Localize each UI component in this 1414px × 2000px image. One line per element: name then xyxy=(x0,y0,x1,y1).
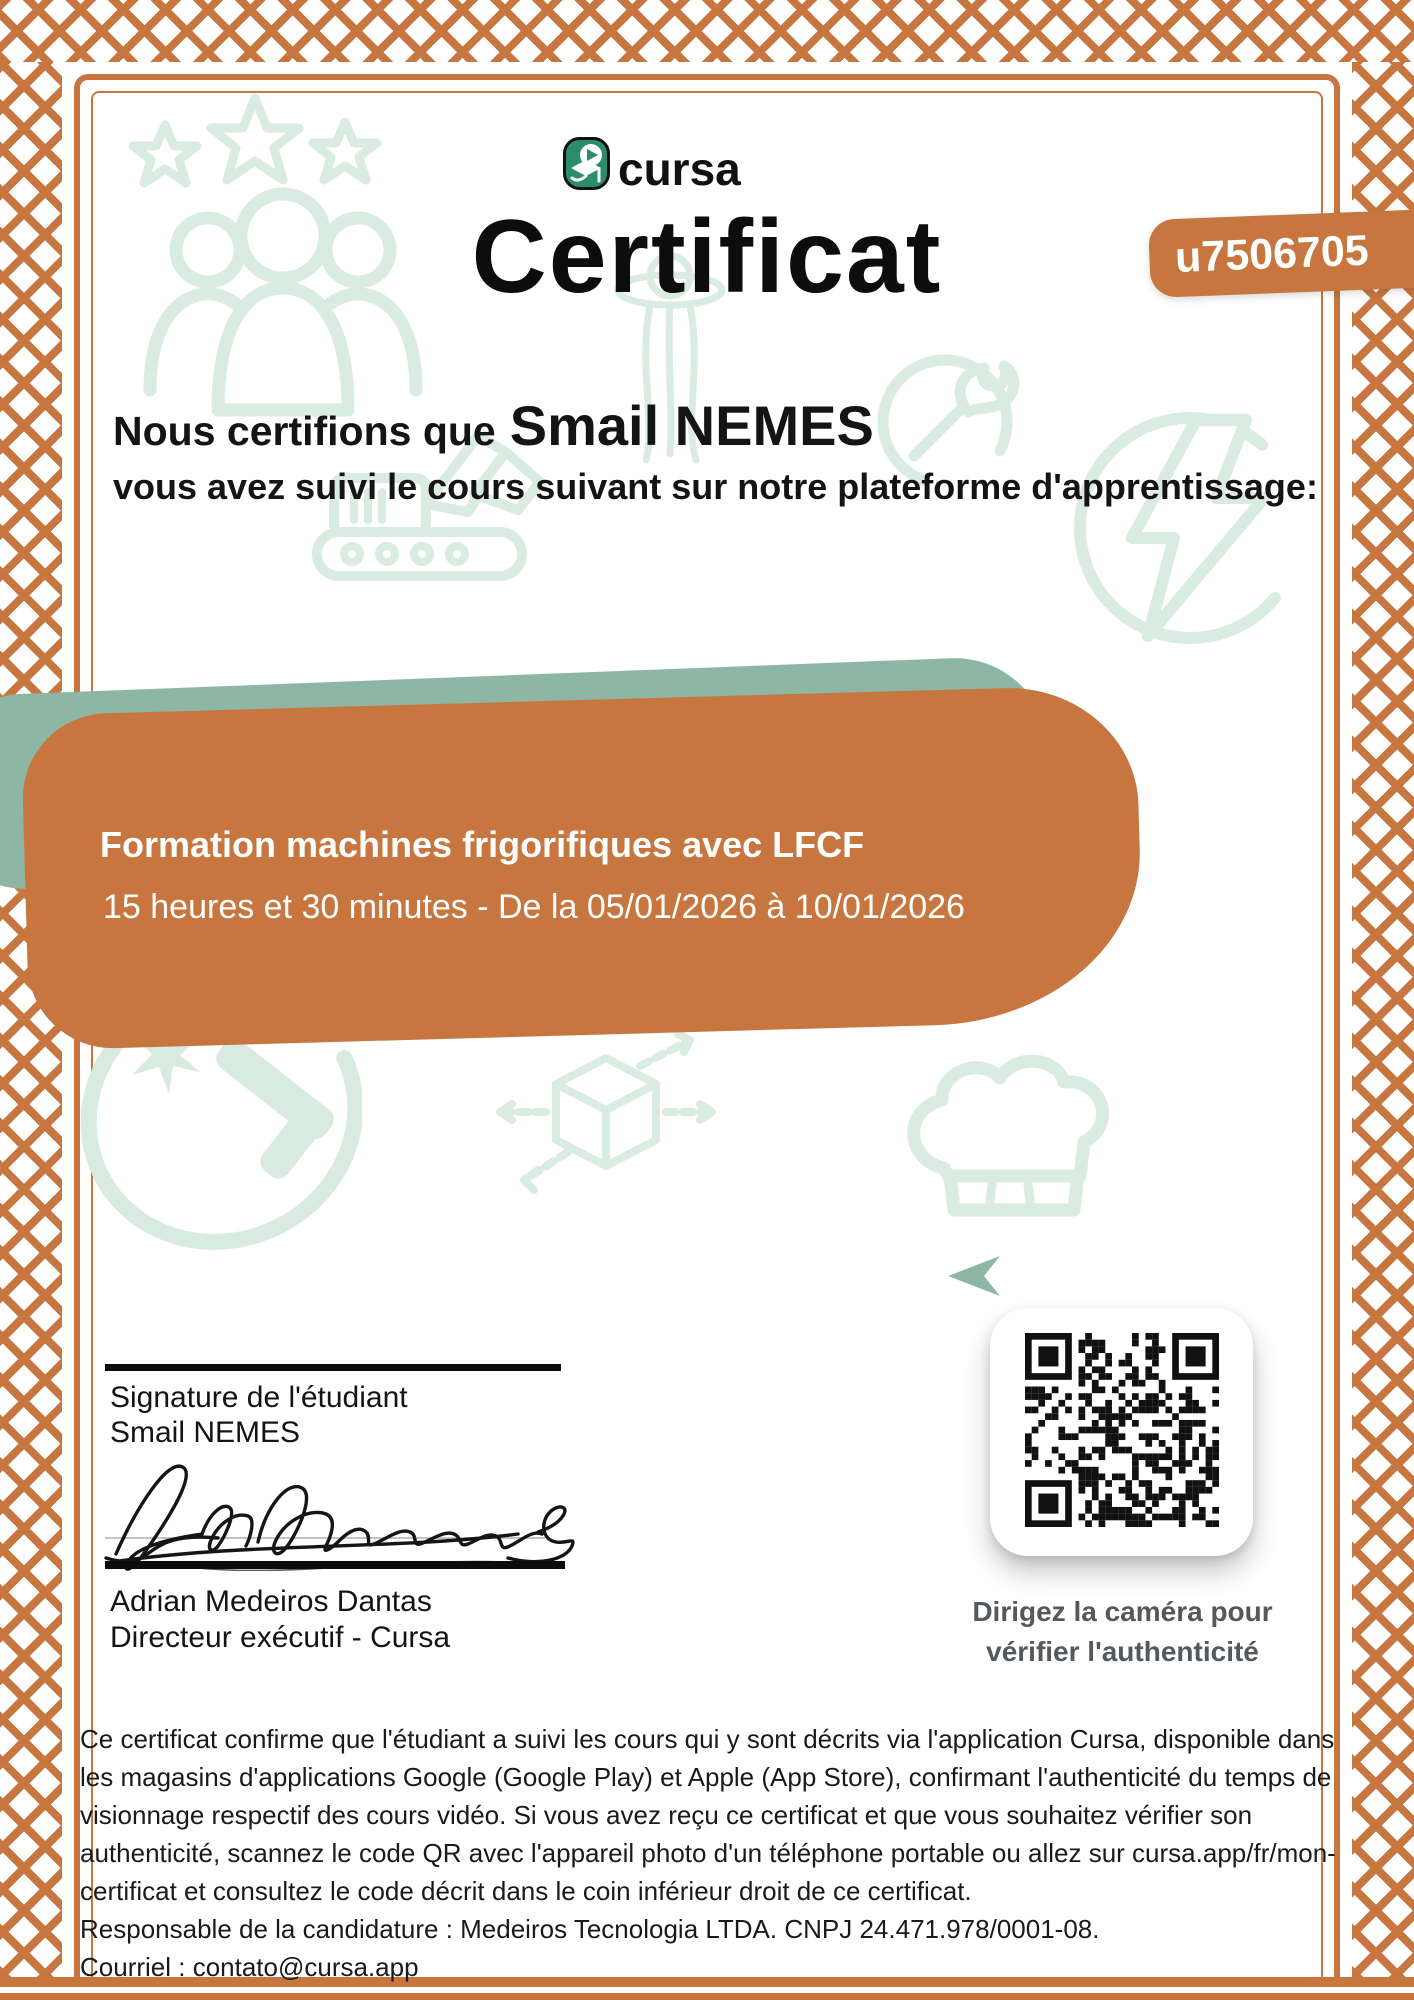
course-title: Formation machines frigorifiques avec LFCF xyxy=(100,824,865,865)
signature-label: Signature de l'étudiant xyxy=(110,1381,408,1414)
border-bottom-bar-2 xyxy=(0,1993,1414,2000)
qr-code xyxy=(1025,1333,1219,1532)
footer-paragraph: Ce certificat confirme que l'étudiant a suivi les cours qui y sont décrits via l'application Cursa, disponible dans les magasins d'applications Google (Google Play) et Apple (App Store), confirmant l'authenticité du temps de visionnage respectif des cours vidéo. Si vous avez reçu ce certificat et que vous souhaitez vérifier son authenticité, scannez le code QR avec l'appareil photo d'un téléphone portable ou allez sur cursa.app/fr/mon-certificat et consultez le code décrit dans le coin inférieur droit de ce certificat. xyxy=(80,1724,1336,1906)
intro-line-1 xyxy=(113,394,874,457)
intro-line-2: vous avez suivi le cours suivant sur notre plateforme d'apprentissage: xyxy=(113,466,1318,507)
cursa-logo xyxy=(563,136,741,196)
signature-student-name: Smail NEMES xyxy=(110,1416,301,1449)
qr-caption-line-2: vérifier l'authenticité xyxy=(986,1636,1259,1667)
box-arrows-icon xyxy=(488,1012,723,1222)
director-title: Directeur exécutif - Cursa xyxy=(110,1621,451,1654)
teal-arrow-icon xyxy=(948,1256,1000,1296)
border-pattern-right xyxy=(1352,62,1414,1977)
graduation-cap-play-icon xyxy=(563,137,610,195)
qr-card xyxy=(990,1308,1253,1556)
lightning-circle-icon xyxy=(1068,378,1313,673)
certificate-code-badge: u7506705 xyxy=(1148,208,1414,297)
chef-hat-icon xyxy=(888,1048,1143,1238)
course-schedule: 15 heures et 30 minutes - De la 05/01/2026 à 10/01/2026 xyxy=(103,888,965,926)
director-name: Adrian Medeiros Dantas xyxy=(110,1585,432,1618)
director-signature-script xyxy=(98,1446,578,1576)
border-pattern-top xyxy=(0,0,1414,62)
qr-caption xyxy=(960,1592,1285,1672)
signature-divider-bottom xyxy=(105,1561,565,1569)
footer-responsible: Responsable de la candidature : Medeiros Tecnologia LTDA. CNPJ 24.471.978/0001-08. xyxy=(80,1914,1100,1944)
footer-email: Courriel : contato@cursa.app xyxy=(80,1952,419,1982)
intro-prefix: Nous certifions que xyxy=(113,408,496,454)
signature-divider-top xyxy=(105,1364,561,1371)
certificate-title: Certificat xyxy=(471,199,943,315)
cursa-wordmark: cursa xyxy=(618,143,741,195)
student-name: Smail NEMES xyxy=(509,394,874,457)
footer-disclaimer xyxy=(80,1720,1342,1986)
qr-caption-line-1: Dirigez la caméra pour xyxy=(972,1596,1273,1627)
course-blob xyxy=(21,684,1145,1050)
